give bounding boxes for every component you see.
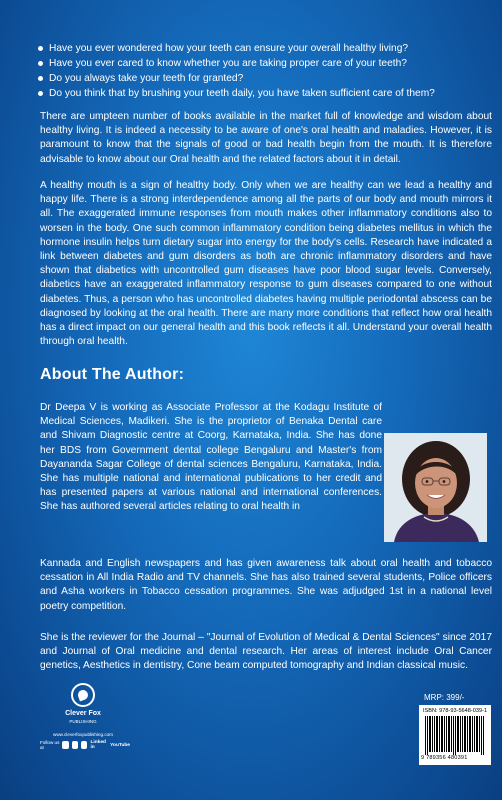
linkedin-icon: [81, 741, 87, 749]
barcode-block: [419, 705, 491, 765]
price-label: MRP: 399/-: [424, 693, 465, 702]
publisher-url: www.cleverfoxpublishing.com: [53, 732, 113, 737]
author-bio-bottom: Kannada and English newspapers and has given awareness talk about oral health and tobacco cessation in All India Radio and TV channels. She has also trained several students, Police officers and Asha workers in Tobacco cessation programmes. She was adjudged 1st in a national level poetry competition.: [40, 558, 492, 612]
healthy-mouth-paragraph: A healthy mouth is a sign of healthy body. Only when we are healthy can we lead a healthy and happy life. There is a strong interdependence among all the parts of our body and mouth mirrors it all. The exaggerated immune responses from mouth makes other inflammatory conditions also to worsen in the body. One such common inflammatory condition being diabetes mellitus in which the hormone insulin helps turn dietary sugar into energy for the body's cells. Research have indicated a link between diabetes and gum disorders as both are chronic inflammatory disorders and have shown that diabetics with uncontrolled gum diseases have poor blood sugar levels. Conversely, diabetics have an exaggerated inflammatory response to gum diseases compared to one without diabetes. Thus, a person who has uncontrolled diabetes having multiple periodontal abscess can be diagnosed by looking at the oral health. There are many more conditions that reflect how oral health has a direct impact on our general health and this book reflects it all. Understand your overall health through oral health.: [40, 180, 492, 348]
author-bio-top: Dr Deepa V is working as Associate Professor at the Kodagu Institute of Medical Sciences, Madikeri. She is the proprietor of Benaka Dental care and Shivam Diagnostic centre at Coorg, Karnataka, India. She has done her BDS from Government dental college Bengaluru and Master's from Dayananda Sagar College of dental sciences Bengaluru, Karnataka, India. She has multiple national and international publications to her credit and has presented papers at various national and international conferences. She has authored several articles relating to oral health in: [40, 402, 382, 513]
intro-paragraph: There are umpteen number of books available in the market full of knowledge and wisdom about healthy living. It is indeed a necessity to be aware of one's oral health and maladies. However, it is paramount to know that the signals of good or bad health begin from the mouth. It is therefore advisable to know about our Oral health and the related factors about it in detail.: [40, 111, 492, 165]
publisher-tagline: PUBLISHING: [69, 719, 97, 724]
question-item: Have you ever cared to know whether you are taking proper care of your teeth?: [38, 56, 478, 71]
question-item: Do you always take your teeth for granted?: [38, 71, 478, 86]
about-author-heading: About The Author:: [40, 366, 185, 383]
youtube-label: YouTube: [110, 742, 130, 748]
author-photo: [384, 433, 487, 542]
fox-logo-icon: [71, 683, 95, 707]
reviewer-paragraph: She is the reviewer for the Journal – "Journal of Evolution of Medical & Dental Sciences" since 2017 and Journal of Oral medicine and dental research. Her areas of interest include Oral Cancer genetics, Aesthetics in dentistry, Cone beam computed tomography and Indian classical music.: [40, 632, 492, 672]
isbn-text: ISBN: 978-93-5648-039-1: [423, 708, 488, 714]
barcode-number: 9 789356 480391: [421, 755, 468, 761]
instagram-icon: [72, 741, 78, 749]
publisher-name: Clever Fox: [65, 710, 101, 717]
question-item: Do you think that by brushing your teeth daily, you have taken sufficient care of them?: [38, 86, 478, 101]
barcode-icon: [425, 716, 485, 755]
facebook-icon: [62, 741, 68, 749]
linkedin-label: Linked in: [90, 740, 106, 750]
question-item: Have you ever wondered how your teeth can ensure your overall healthy living?: [38, 41, 478, 56]
follow-label: Follow us at: [40, 740, 60, 750]
question-list: [38, 41, 478, 101]
social-row: [40, 740, 130, 750]
publisher-block: [40, 683, 130, 773]
